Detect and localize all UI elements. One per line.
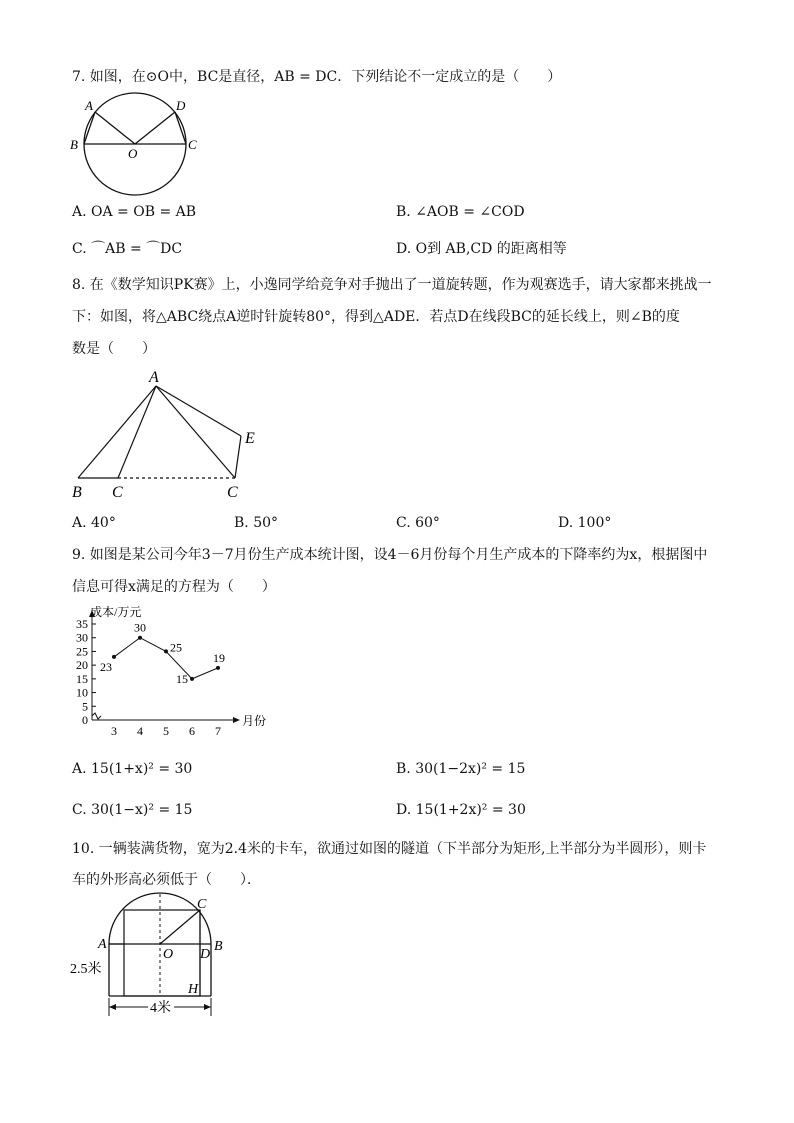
label-b: B <box>70 137 78 152</box>
y-tick-label: 10 <box>76 685 88 700</box>
label-e: E <box>245 430 255 447</box>
q7-stem: 7. 如图，在⊙O中，BC是直径，AB = DC．下列结论不一定成立的是（ ） <box>72 69 562 85</box>
y-tick-label: 35 <box>76 617 88 631</box>
x-tick-label: 4 <box>137 724 143 738</box>
label-a: A <box>98 937 107 952</box>
q10-stem-line2: 车的外形高必须低于（ ）． <box>72 872 261 888</box>
label-h: H <box>188 982 199 997</box>
data-label: 19 <box>213 650 225 665</box>
radius-od <box>135 112 175 144</box>
chart-labels <box>90 604 266 728</box>
q8-option-d[interactable]: D. 100° <box>558 515 612 531</box>
y-tick-label: 5 <box>82 699 88 714</box>
chord-ab <box>84 112 95 144</box>
label-c: C <box>188 137 197 152</box>
q8-stem-line2: 下：如图，将△ABC绕点A逆时针旋转80°，得到△ADE．若点D在线段BC的延长线上，则∠B的度 <box>72 309 680 325</box>
q8-rotation-figure <box>68 366 278 506</box>
cost-point <box>190 677 194 681</box>
label-c-right: C <box>227 484 238 501</box>
cost-point <box>216 666 220 670</box>
label-b: B <box>214 939 223 954</box>
label-c: C <box>197 897 207 912</box>
q8-option-c[interactable]: C. 60° <box>396 515 440 531</box>
label-width: 4米 <box>150 1001 171 1016</box>
x-tick-label: 7 <box>215 724 221 738</box>
q9-stem-line2: 信息可得x满足的方程为（ ） <box>72 579 276 595</box>
cost-series-line <box>114 638 218 679</box>
q9-option-b[interactable]: B. 30(1−2x)² = 15 <box>396 761 526 777</box>
label-height: 2.5米 <box>70 962 102 977</box>
q7-option-c[interactable]: C. ⌒AB = ⌒DC <box>72 241 183 257</box>
radius-oc <box>160 910 200 944</box>
y-tick-label: 0 <box>82 713 88 727</box>
y-tick-label: 25 <box>76 644 88 659</box>
label-o: O <box>163 947 174 962</box>
x-axis-arrow <box>233 717 240 723</box>
q7-circle-figure <box>66 92 206 212</box>
label-a: A <box>85 98 93 113</box>
radius-oa <box>95 112 135 144</box>
x-tick-label: 3 <box>111 724 117 738</box>
q9-option-a[interactable]: A. 15(1+x)² = 30 <box>72 761 193 777</box>
arrow-left <box>109 1004 116 1010</box>
label-c-left: C <box>112 484 123 501</box>
label-o: O <box>128 146 138 161</box>
chord-dc <box>175 112 186 144</box>
q8-stem-line3: 数是（ ） <box>72 341 156 357</box>
cost-point <box>112 655 116 659</box>
label-b: B <box>72 484 82 501</box>
data-label: 23 <box>100 659 112 674</box>
seg-ad <box>156 386 235 478</box>
x-axis-title: 月份 <box>242 714 267 728</box>
axis-break <box>92 713 101 719</box>
q9-stem-line1: 9. 如图是某公司今年3－7月份生产成本统计图，设4－6月份每个月生产成本的下降率约为x，根据图中 <box>72 547 708 563</box>
y-tick-label: 20 <box>76 658 88 673</box>
q7-option-b[interactable]: B. ∠AOB = ∠COD <box>396 204 525 220</box>
q9-option-d[interactable]: D. 15(1+2x)² = 30 <box>396 802 526 818</box>
seg-ae <box>156 386 241 436</box>
q8-stem-line1: 8. 在《数学知识PK赛》上，小逸同学给竞争对手抛出了一道旋转题，作为观赛选手，请大家都来挑战一 <box>72 277 712 293</box>
seg-ac <box>118 386 156 478</box>
data-label: 15 <box>176 671 188 686</box>
label-d: D <box>176 98 186 113</box>
q10-tunnel-figure <box>66 892 236 1022</box>
y-tick-label: 30 <box>76 630 88 645</box>
label-d: D <box>200 947 211 962</box>
x-tick-label: 6 <box>189 724 195 738</box>
x-tick-label: 5 <box>163 724 169 738</box>
seg-de <box>235 436 241 478</box>
q7-option-a[interactable]: A. OA = OB = AB <box>72 204 197 220</box>
y-tick-label: 15 <box>76 671 88 686</box>
data-label: 30 <box>134 620 146 635</box>
arrow-right <box>204 1004 211 1010</box>
chart-series <box>112 636 220 681</box>
cost-point <box>164 649 168 653</box>
y-axis-title: 成本/万元 <box>90 605 142 619</box>
data-label: 25 <box>170 640 182 655</box>
q10-stem-line1: 10. 一辆装满货物，宽为2.4米的卡车，欲通过如图的隧道（下半部分为矩形,上半部分为半圆形），则卡 <box>72 841 707 857</box>
q9-cost-line-chart <box>66 604 276 740</box>
cost-point <box>138 636 142 640</box>
q8-option-b[interactable]: B. 50° <box>234 515 279 531</box>
seg-ab <box>78 386 156 478</box>
label-a: A <box>149 369 159 386</box>
q9-option-c[interactable]: C. 30(1−x)² = 15 <box>72 802 193 818</box>
q7-option-d[interactable]: D. O到 AB,CD 的距离相等 <box>396 241 567 257</box>
q8-option-a[interactable]: A. 40° <box>72 515 116 531</box>
